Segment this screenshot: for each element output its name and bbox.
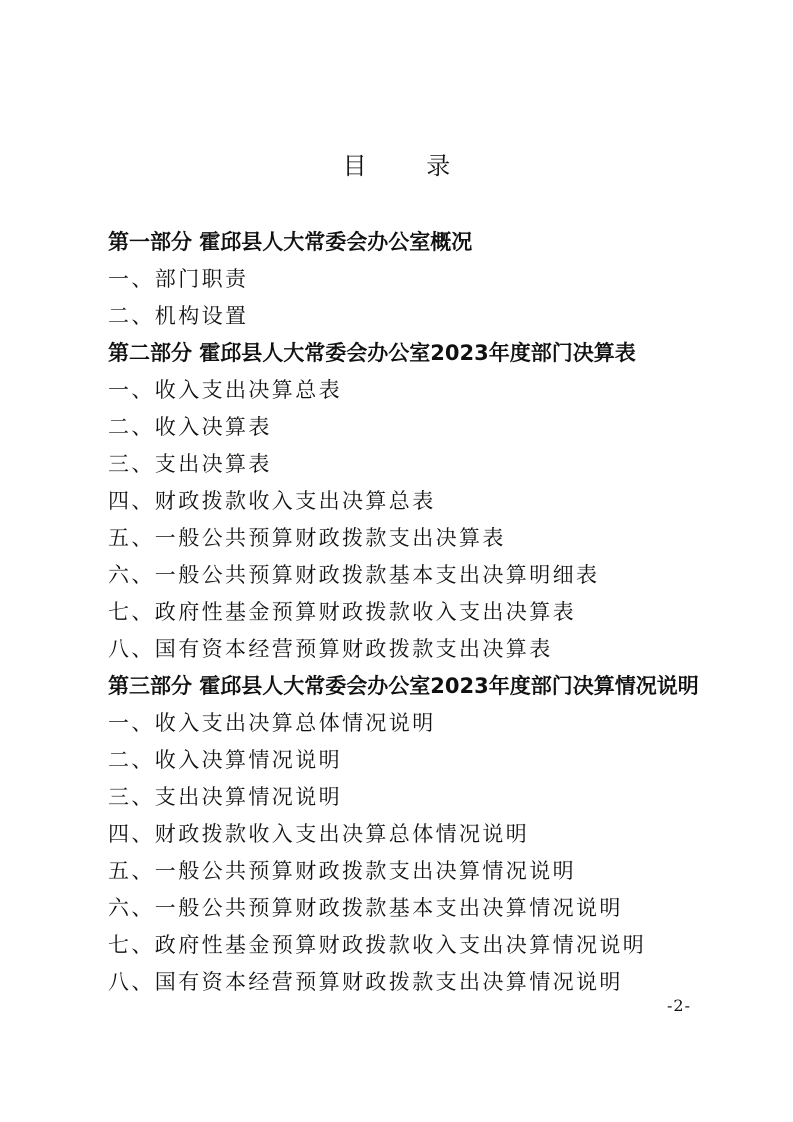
toc-item: 八、国有资本经营预算财政拨款支出决算表	[108, 637, 553, 661]
page-number: -2-	[667, 996, 691, 1015]
toc-item: 二、收入决算表	[108, 415, 272, 439]
toc-item: 四、财政拨款收入支出决算总体情况说明	[108, 822, 530, 846]
toc-item: 六、一般公共预算财政拨款基本支出决算明细表	[108, 563, 600, 587]
toc-item: 二、机构设置	[108, 304, 249, 328]
toc-item: 五、一般公共预算财政拨款支出决算情况说明	[108, 859, 576, 883]
toc-item: 七、政府性基金预算财政拨款收入支出决算表	[108, 600, 576, 624]
toc-item: 八、国有资本经营预算财政拨款支出决算情况说明	[108, 970, 623, 994]
toc-item: 二、收入决算情况说明	[108, 748, 342, 772]
table-of-contents	[108, 224, 728, 1001]
toc-item: 四、财政拨款收入支出决算总表	[108, 489, 436, 513]
toc-section-3: 第三部分 霍邱县人大常委会办公室2023年度部门决算情况说明	[108, 674, 699, 698]
toc-item: 五、一般公共预算财政拨款支出决算表	[108, 526, 506, 550]
toc-item: 三、支出决算情况说明	[108, 785, 342, 809]
toc-item: 一、部门职责	[108, 267, 249, 291]
toc-section-1: 第一部分 霍邱县人大常委会办公室概况	[108, 230, 473, 254]
page-title: 目 录	[342, 152, 477, 180]
toc-item: 六、一般公共预算财政拨款基本支出决算情况说明	[108, 896, 623, 920]
toc-section-2: 第二部分 霍邱县人大常委会办公室2023年度部门决算表	[108, 341, 636, 365]
toc-item: 三、支出决算表	[108, 452, 272, 476]
toc-item: 一、收入支出决算总体情况说明	[108, 711, 436, 735]
toc-item: 七、政府性基金预算财政拨款收入支出决算情况说明	[108, 933, 647, 957]
toc-item: 一、收入支出决算总表	[108, 378, 342, 402]
